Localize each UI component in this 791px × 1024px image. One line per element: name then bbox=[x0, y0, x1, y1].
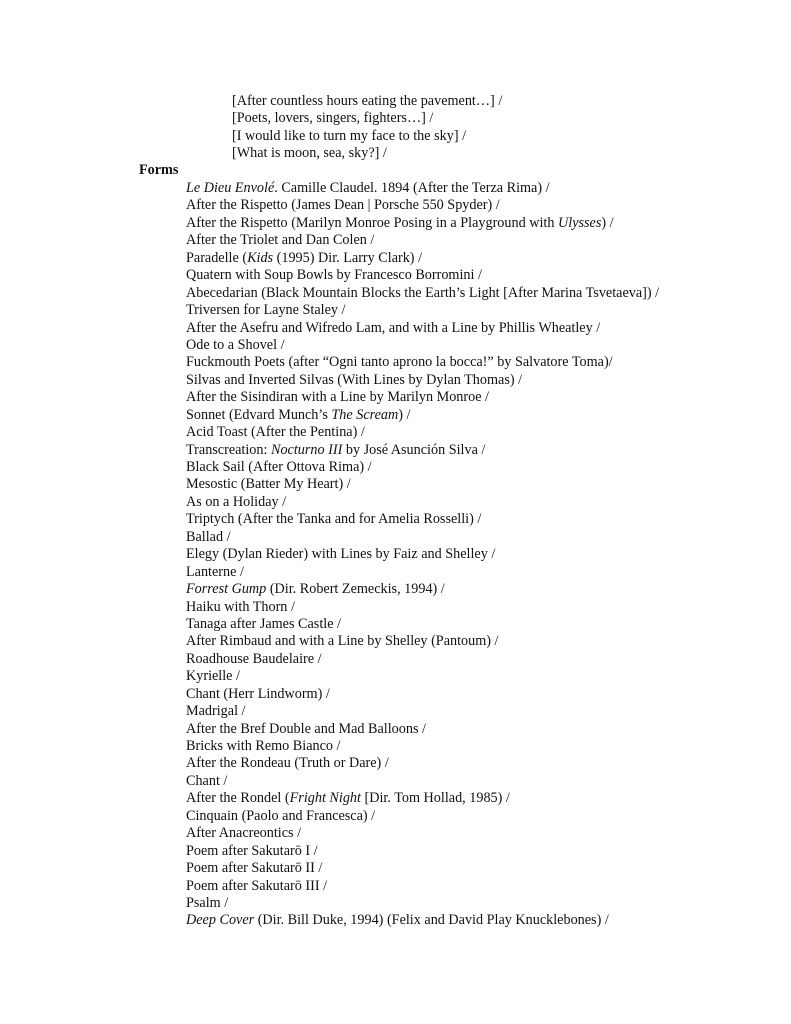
list-item bbox=[186, 197, 659, 214]
list-item bbox=[186, 494, 659, 511]
list-item bbox=[186, 337, 659, 354]
list-item bbox=[186, 354, 659, 371]
text-segment: [Dir. Tom Hollad, 1985) / bbox=[360, 790, 510, 807]
text-segment: ) / bbox=[398, 406, 411, 423]
text-segment: Roadhouse Baudelaire / bbox=[186, 650, 322, 667]
list-item bbox=[186, 407, 659, 424]
text-segment: (Dir. Bill Duke, 1994) (Felix and David Play Knucklebones) / bbox=[254, 912, 609, 929]
text-segment: Mesostic (Batter My Heart) / bbox=[186, 476, 351, 493]
list-item bbox=[186, 442, 659, 459]
text-segment: Triversen for Layne Staley / bbox=[186, 302, 346, 319]
list-item bbox=[186, 302, 659, 319]
list-item bbox=[186, 180, 659, 197]
italic-title: Ulysses bbox=[558, 214, 602, 231]
list-item bbox=[232, 145, 502, 162]
italic-title: The Scream bbox=[331, 406, 399, 423]
list-item bbox=[186, 878, 659, 895]
text-segment: Poem after Sakutarō I / bbox=[186, 842, 318, 859]
text-segment: Kyrielle / bbox=[186, 668, 240, 685]
list-item bbox=[186, 790, 659, 807]
list-item bbox=[186, 320, 659, 337]
list-item bbox=[186, 755, 659, 772]
list-item bbox=[186, 511, 659, 528]
list-item bbox=[186, 546, 659, 563]
text-segment: Lanterne / bbox=[186, 563, 244, 580]
list-item bbox=[186, 459, 659, 476]
list-item bbox=[186, 232, 659, 249]
list-item bbox=[186, 651, 659, 668]
list-item bbox=[232, 128, 502, 145]
text-segment: Chant / bbox=[186, 772, 228, 789]
list-item bbox=[186, 389, 659, 406]
text-segment: Poem after Sakutarō III / bbox=[186, 877, 328, 894]
text-segment: After the Sisindiran with a Line by Marilyn Monroe / bbox=[186, 389, 490, 406]
text-segment: Fuckmouth Poets (after “Ogni tanto aprono la bocca!” by Salvatore Toma)/ bbox=[186, 354, 613, 371]
text-segment: As on a Holiday / bbox=[186, 493, 287, 510]
list-item bbox=[186, 215, 659, 232]
text-segment: ) / bbox=[601, 214, 614, 231]
text-segment: Psalm / bbox=[186, 894, 229, 911]
list-item bbox=[186, 912, 659, 929]
text-segment: After Rimbaud and with a Line by Shelley (Pantoum) / bbox=[186, 633, 499, 650]
text-segment: Quatern with Soup Bowls by Francesco Borromini / bbox=[186, 267, 482, 284]
text-segment: [After countless hours eating the pavement…] / bbox=[232, 93, 503, 109]
text-segment: Black Sail (After Ottova Rima) / bbox=[186, 459, 372, 475]
list-item bbox=[232, 93, 502, 110]
text-segment: (Dir. Robert Zemeckis, 1994) / bbox=[266, 581, 445, 598]
text-segment: After the Bref Double and Mad Balloons / bbox=[186, 720, 426, 737]
list-item bbox=[186, 372, 659, 389]
text-segment: Sonnet (Edvard Munch’s bbox=[186, 406, 332, 423]
text-segment: Triptych (After the Tanka and for Amelia Rosselli) / bbox=[186, 511, 482, 528]
list-item bbox=[186, 773, 659, 790]
list-item bbox=[186, 424, 659, 441]
list-item bbox=[186, 529, 659, 546]
text-segment: Madrigal / bbox=[186, 703, 246, 720]
italic-title: Nocturno III bbox=[270, 441, 343, 458]
list-item bbox=[186, 250, 659, 267]
text-segment: Ballad / bbox=[186, 528, 231, 545]
text-segment: Cinquain (Paolo and Francesca) / bbox=[186, 807, 376, 824]
forms-list bbox=[186, 180, 659, 930]
list-item bbox=[186, 825, 659, 842]
text-segment: After the Asefru and Wifredo Lam, and with a Line by Phillis Wheatley / bbox=[186, 319, 601, 336]
text-segment: [Poets, lovers, singers, fighters…] / bbox=[232, 110, 434, 127]
text-segment: Tanaga after James Castle / bbox=[186, 615, 342, 632]
text-segment: Acid Toast (After the Pentina) / bbox=[186, 424, 365, 441]
text-segment: After the Rondeau (Truth or Dare) / bbox=[186, 755, 389, 772]
text-segment: Bricks with Remo Bianco / bbox=[186, 738, 341, 754]
text-segment: After Anacreontics / bbox=[186, 825, 302, 842]
list-item bbox=[186, 860, 659, 877]
intro-list bbox=[232, 93, 502, 163]
text-segment: Silvas and Inverted Silvas (With Lines by Dylan Thomas) / bbox=[186, 371, 523, 388]
text-segment: [I would like to turn my face to the sky] / bbox=[232, 127, 467, 144]
text-segment: Paradelle ( bbox=[186, 249, 248, 266]
list-item bbox=[186, 808, 659, 825]
list-item bbox=[186, 267, 659, 284]
list-item bbox=[186, 476, 659, 493]
list-item bbox=[232, 110, 502, 127]
list-item bbox=[186, 616, 659, 633]
list-item bbox=[186, 703, 659, 720]
list-item bbox=[186, 581, 659, 598]
italic-title: Deep Cover bbox=[186, 912, 255, 929]
text-segment: After the Rondel ( bbox=[186, 790, 290, 807]
text-segment: Chant (Herr Lindworm) / bbox=[186, 685, 330, 702]
italic-title: Le Dieu Envolé bbox=[186, 180, 275, 196]
text-segment: Ode to a Shovel / bbox=[186, 336, 285, 353]
text-segment: . Camille Claudel. 1894 (After the Terza Rima) / bbox=[274, 180, 550, 196]
list-item bbox=[186, 686, 659, 703]
list-item bbox=[186, 564, 659, 581]
text-segment: Abecedarian (Black Mountain Blocks the Earth’s Light [After Marina Tsvetaeva]) / bbox=[186, 284, 660, 301]
text-segment: After the Rispetto (Marilyn Monroe Posing in a Playground with bbox=[186, 214, 558, 231]
text-segment: by José Asunción Silva / bbox=[342, 441, 486, 458]
italic-title: Forrest Gump bbox=[186, 581, 267, 598]
text-segment: After the Triolet and Dan Colen / bbox=[186, 232, 375, 249]
list-item bbox=[186, 721, 659, 738]
text-segment: Transcreation: bbox=[186, 441, 271, 458]
text-segment: Elegy (Dylan Rieder) with Lines by Faiz and Shelley / bbox=[186, 546, 496, 563]
list-item bbox=[186, 599, 659, 616]
list-item bbox=[186, 633, 659, 650]
section-heading-forms: Forms bbox=[139, 162, 179, 178]
list-item bbox=[186, 738, 659, 755]
list-item bbox=[186, 895, 659, 912]
text-segment: After the Rispetto (James Dean | Porsche 550 Spyder) / bbox=[186, 197, 500, 214]
list-item bbox=[186, 843, 659, 860]
text-segment: Haiku with Thorn / bbox=[186, 598, 295, 615]
text-segment: Poem after Sakutarō II / bbox=[186, 860, 323, 877]
text-segment: (1995) Dir. Larry Clark) / bbox=[273, 249, 423, 266]
italic-title: Kids bbox=[247, 249, 274, 266]
text-segment: [What is moon, sea, sky?] / bbox=[232, 145, 387, 162]
list-item bbox=[186, 668, 659, 685]
list-item bbox=[186, 285, 659, 302]
italic-title: Fright Night bbox=[289, 790, 361, 807]
